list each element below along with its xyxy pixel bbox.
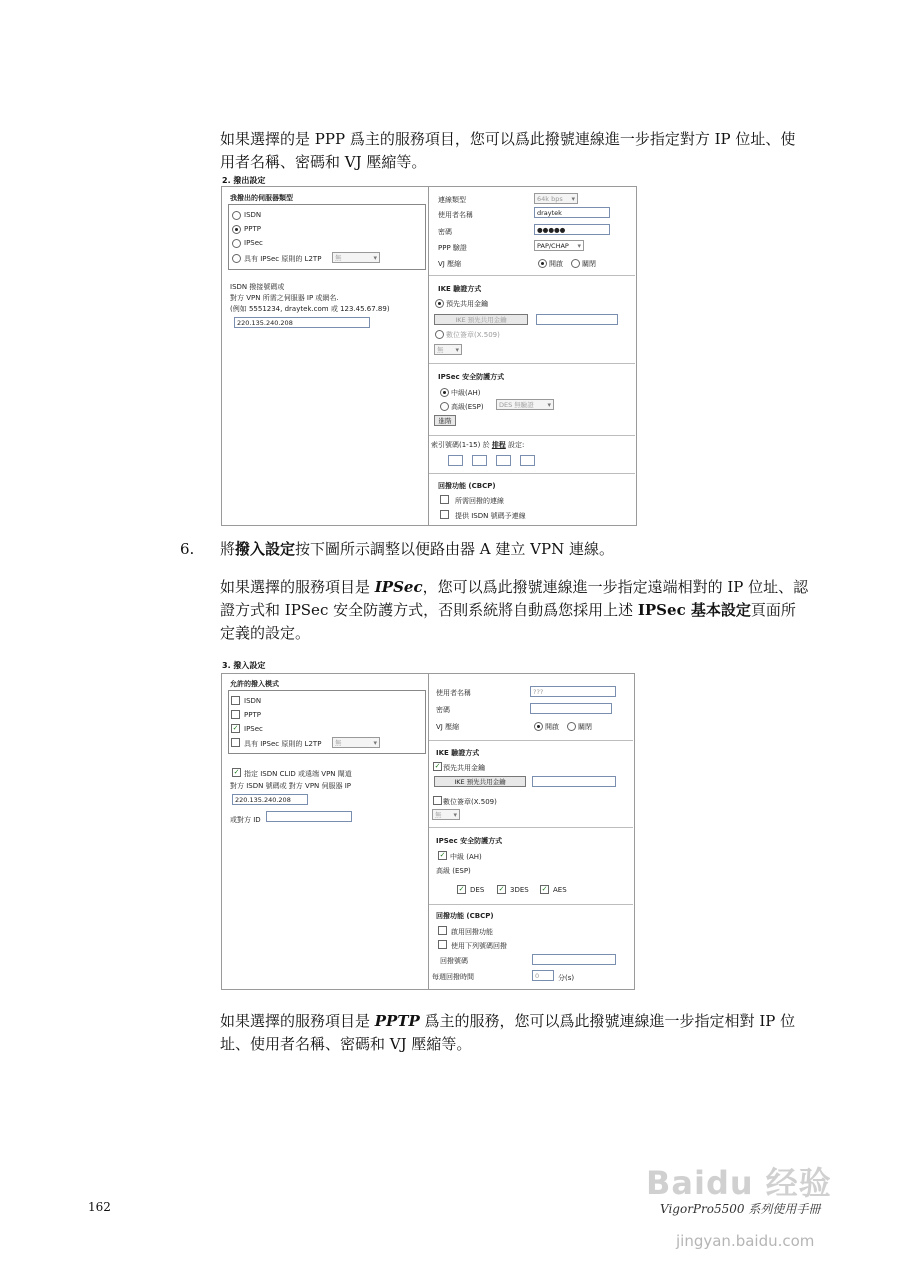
index-suffix: 設定:: [508, 441, 525, 449]
in-ike-cert-checkbox[interactable]: [433, 796, 442, 805]
cbcp-title: 回撥功能 (CBCP): [438, 482, 496, 490]
esp-aes-label: AES: [553, 886, 567, 894]
in-vj-on-label: 開啟: [545, 723, 559, 731]
index-input-3[interactable]: [496, 455, 511, 466]
manual-title: VigorPro5500 系列使用手冊: [660, 1202, 821, 1216]
l2tp-policy-select[interactable]: 無 ▾: [332, 252, 380, 263]
ike-key-input[interactable]: [536, 314, 618, 325]
esp-des-label: DES: [470, 886, 485, 894]
schedule-link[interactable]: 排程: [491, 441, 506, 449]
peer-id-input[interactable]: [266, 811, 352, 822]
in-ike-cert-label: 數位簽章(X.509): [443, 798, 497, 806]
p3-pptp: PPTP: [374, 1012, 420, 1030]
in-ike-key-button[interactable]: IKE 預先共用金鑰: [434, 776, 526, 787]
dial-number-example: (例如 5551234, draytek.com 或 123.45.67.89): [230, 305, 390, 313]
ipsec-advanced-button[interactable]: 進階: [434, 415, 456, 426]
p2-ipsec: IPSec: [374, 578, 423, 596]
ipsec-esp-label: 高級(ESP): [451, 403, 484, 411]
clid-label: 指定 ISDN CLID 或遠端 VPN 閘道: [244, 770, 352, 778]
baidu-logo-watermark: Baidu 经验: [646, 1164, 832, 1202]
ike-cert-select[interactable]: 無 ▾: [434, 344, 462, 355]
username-input[interactable]: draytek: [534, 207, 610, 218]
ike-cert-radio[interactable]: [435, 330, 444, 339]
ppp-auth-select[interactable]: PAP/CHAP ▾: [534, 240, 584, 251]
ipsec-title: IPSec 安全防護方式: [438, 373, 505, 381]
password-input[interactable]: ●●●●●: [534, 224, 610, 235]
dial-in-title: 3. 撥入設定: [222, 661, 266, 670]
option-pptp-label: PPTP: [244, 225, 261, 233]
ike-preshared-radio[interactable]: [435, 299, 444, 308]
peer-label: 對方 ISDN 號碼或 對方 VPN 伺服器 IP: [230, 782, 352, 790]
in-ipsec-ah-label: 中級 (AH): [450, 853, 482, 861]
p2-bold: IPSec 基本設定: [637, 601, 751, 619]
ike-preshared-label: 預先共用金鑰: [446, 300, 488, 308]
p3-pre: 如果選擇的服務項目是: [220, 1012, 375, 1030]
ike-title: IKE 驗證方式: [438, 285, 482, 293]
ipsec-ah-label: 中級(AH): [451, 389, 481, 397]
cbcp-number-label: 回撥號碼: [440, 957, 468, 965]
p3-post: 爲主的服務，您可以爲此撥號連線進一步指定相對 IP 位址、使用者名稱、密碼和 VJ 壓縮等。: [220, 1012, 796, 1053]
clid-checkbox[interactable]: ✓: [233, 768, 240, 776]
cbcp-required-label: 所需回撥的連線: [455, 497, 504, 505]
dial-number-label-2: 對方 VPN 所需之伺服器 IP 或網名.: [230, 294, 339, 302]
index-input-4[interactable]: [520, 455, 535, 466]
in-ipsec-ah-checkbox[interactable]: ✓: [439, 851, 446, 859]
vj-on-radio[interactable]: [538, 259, 547, 268]
allow-l2tp-checkbox[interactable]: [231, 738, 240, 747]
in-ike-preshared-label: 預先共用金鑰: [443, 764, 485, 772]
cbcp-budget-label: 每週回撥時間: [432, 973, 474, 981]
step-number: 6.: [180, 540, 195, 558]
dial-number-label: ISDN 撥接號碼或: [230, 283, 285, 291]
vj-off-radio[interactable]: [571, 259, 580, 268]
peer-ip-input[interactable]: 220.135.240.208: [232, 794, 308, 805]
in-username-input[interactable]: ???: [530, 686, 616, 697]
cbcp-required-checkbox[interactable]: [440, 495, 449, 504]
in-ipsec-esp-label: 高級 (ESP): [436, 867, 471, 875]
in-ike-preshared-checkbox[interactable]: ✓: [434, 762, 441, 770]
step6-post: 按下圖所示調整以便路由器 A 建立 VPN 連線。: [295, 540, 614, 558]
in-cbcp-title: 回撥功能 (CBCP): [436, 912, 494, 920]
ike-cert-label: 數位簽章(X.509): [446, 331, 500, 339]
cbcp-budget-unit: 分(s): [558, 974, 575, 982]
index-input-1[interactable]: [448, 455, 463, 466]
in-ipsec-title: IPSec 安全防護方式: [436, 837, 503, 845]
index-label-text: 索引號碼(1-15) 於: [431, 441, 490, 449]
in-vj-off-radio[interactable]: [567, 722, 576, 731]
in-ike-title: IKE 驗證方式: [436, 749, 480, 757]
radio-l2tp[interactable]: [232, 254, 241, 263]
ipsec-esp-radio[interactable]: [440, 402, 449, 411]
link-type-label: 連線類型: [438, 196, 466, 204]
in-username-label: 使用者名稱: [436, 689, 471, 697]
password-label: 密碼: [438, 228, 452, 236]
ipsec-esp-select[interactable]: DES 無驗證 ▾: [496, 399, 554, 410]
index-input-2[interactable]: [472, 455, 487, 466]
cbcp-number-option-label: 使用下列號碼回撥: [451, 942, 507, 950]
allow-ipsec-label: IPSec: [244, 725, 263, 733]
option-isdn-label: ISDN: [244, 211, 262, 219]
vj-on-label: 開啟: [549, 260, 563, 268]
vj-off-label: 關閉: [582, 260, 596, 268]
esp-3des-checkbox[interactable]: ✓: [498, 885, 505, 893]
intro-text: 如果選擇的是 PPP 爲主的服務項目，您可以爲此撥號連線進一步指定對方 IP 位址、使用者名稱、密碼和 VJ 壓縮等。: [220, 130, 796, 171]
dial-number-input[interactable]: 220.135.240.208: [234, 317, 370, 328]
index-label: [431, 440, 524, 450]
allow-isdn-checkbox[interactable]: [231, 696, 240, 705]
in-ike-cert-select[interactable]: 無 ▾: [432, 809, 460, 820]
allow-l2tp-select[interactable]: 無 ▾: [332, 737, 380, 748]
radio-ipsec[interactable]: [232, 239, 241, 248]
p2-post: 頁面所定義的設定。: [220, 601, 796, 642]
ipsec-ah-radio[interactable]: [440, 388, 449, 397]
step6-paragraph: [220, 538, 810, 561]
ppp-auth-label: PPP 驗證: [438, 244, 467, 252]
step6-bold: 撥入設定: [235, 540, 296, 558]
server-type-label: 我撥出的伺服器類型: [230, 194, 293, 202]
in-password-input[interactable]: [530, 703, 612, 714]
page-number: 162: [88, 1200, 111, 1214]
pptp-paragraph: [220, 1010, 810, 1056]
cbcp-budget-input[interactable]: 0: [532, 970, 554, 981]
allow-isdn-label: ISDN: [244, 697, 262, 705]
username-label: 使用者名稱: [438, 211, 473, 219]
intro-paragraph: [220, 128, 810, 174]
option-ipsec-label: IPSec: [244, 239, 263, 247]
dial-out-title: 2. 撥出設定: [222, 176, 266, 185]
cbcp-enable-label: 啟用回撥功能: [451, 928, 493, 936]
radio-isdn[interactable]: [232, 211, 241, 220]
cbcp-provide-label: 提供 ISDN 號碼予連線: [455, 512, 526, 520]
cbcp-enable-checkbox[interactable]: [438, 926, 447, 935]
cbcp-number-input[interactable]: [532, 954, 616, 965]
esp-des-checkbox[interactable]: ✓: [458, 885, 465, 893]
in-vj-label: VJ 壓縮: [436, 723, 460, 731]
allow-l2tp-label: 具有 IPSec 原則的 L2TP: [244, 740, 322, 748]
step6-pre: 將: [220, 540, 236, 558]
ike-key-button[interactable]: IKE 預先共用金鑰: [434, 314, 528, 325]
option-l2tp-label: 具有 IPSec 原則的 L2TP: [244, 255, 322, 263]
dial-in-settings-panel: [221, 673, 635, 990]
p2-mid: ，您可以爲此撥號連線進一步指定遠端相對的 IP 位址、認證方式和 IPSec 安全防護方式，否則系統將自動爲您採用上述: [220, 578, 809, 619]
esp-aes-checkbox[interactable]: ✓: [541, 885, 548, 893]
radio-pptp[interactable]: [232, 225, 241, 234]
peer-id-label: 或對方 ID: [230, 816, 261, 824]
in-ike-key-input[interactable]: [532, 776, 616, 787]
cbcp-provide-checkbox[interactable]: [440, 510, 449, 519]
in-password-label: 密碼: [436, 706, 450, 714]
allow-pptp-label: PPTP: [244, 711, 261, 719]
p2-pre: 如果選擇的服務項目是: [220, 578, 375, 596]
in-vj-on-radio[interactable]: [534, 722, 543, 731]
cbcp-number-checkbox[interactable]: [438, 940, 447, 949]
allow-ipsec-checkbox[interactable]: ✓: [232, 724, 239, 732]
watermark-url: jingyan.baidu.com: [676, 1232, 815, 1250]
allow-pptp-checkbox[interactable]: [231, 710, 240, 719]
dial-out-settings-panel: [221, 186, 637, 526]
ipsec-paragraph: [220, 576, 810, 645]
link-type-select[interactable]: 64k bps ▾: [534, 193, 578, 204]
vj-label: VJ 壓縮: [438, 260, 462, 268]
in-vj-off-label: 關閉: [578, 723, 592, 731]
esp-3des-label: 3DES: [510, 886, 529, 894]
allow-mode-label: 允許的撥入模式: [230, 680, 279, 688]
